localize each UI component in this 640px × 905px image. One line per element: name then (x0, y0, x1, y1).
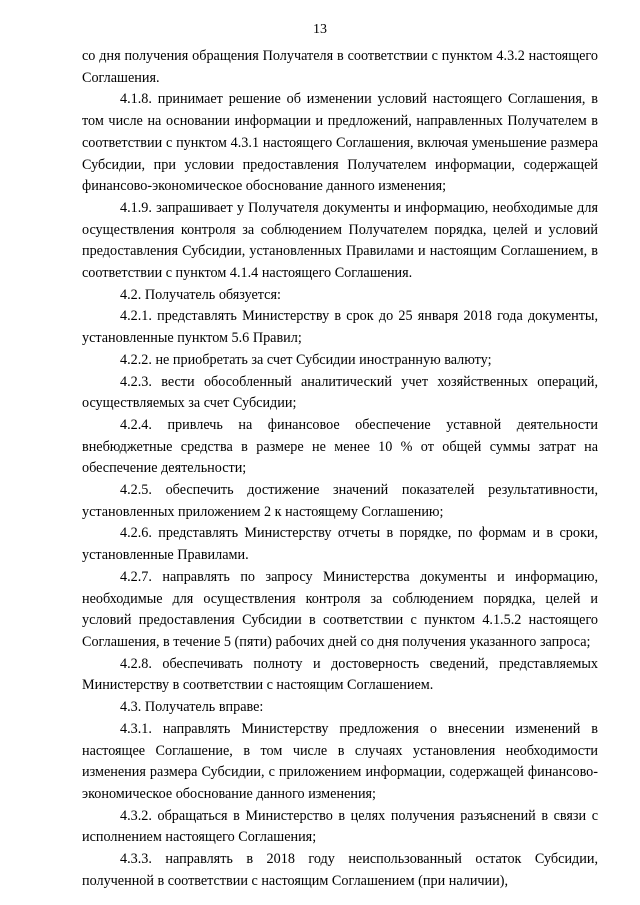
paragraph-4-2-8: 4.2.8. обеспечивать полноту и достоверность сведений, представляемых Министерству в соответствии с настоящим Соглашением. (82, 655, 598, 694)
paragraph-4-3-1: 4.3.1. направлять Министерству предложения о внесении изменений в настоящее Соглашение, в том числе в случаях установления необходимости изменения размера Субсидии, с приложением информации, содержащей финансово-экономическое обоснование данного изменения; (82, 720, 598, 802)
paragraph-4-2-3: 4.2.3. вести обособленный аналитический учет хозяйственных операций, осуществляемых за счет Субсидии; (82, 373, 598, 412)
paragraph-4-1-8: 4.1.8. принимает решение об изменении условий настоящего Соглашения, в том числе на основании информации и предложений, направленных Получателем в соответствии с пунктом 4.3.1 настоящего Соглашения, включая уменьшение размера Субсидии, при условии предоставления Получателем информации, содержащей финансово-экономическое обоснование данного изменения; (82, 91, 598, 195)
paragraph-4-3-2: 4.3.2. обращаться в Министерство в целях получения разъяснений в связи с исполнением настоящего Соглашения; (82, 807, 598, 846)
document-body (82, 46, 598, 892)
paragraph-4-2-1: 4.2.1. представлять Министерству в срок до 25 января 2018 года документы, установленные пунктом 5.6 Правил; (82, 308, 598, 347)
paragraph-4-2-7: 4.2.7. направлять по запросу Министерства документы и информацию, необходимые для осуществления контроля за соблюдением порядка, целей и условий предоставления Субсидии в соответствии с пунктом 4.1.5.2 настоящего Соглашения, в течение 5 (пяти) рабочих дней со дня получения указанного запроса; (82, 568, 598, 650)
paragraph-4-3-3: 4.3.3. направлять в 2018 году неиспользованный остаток Субсидии, полученной в соответствии с настоящим Соглашением (при наличии), (82, 851, 598, 889)
paragraph-4-2-2: 4.2.2. не приобретать за счет Субсидии иностранную валюту; (120, 351, 492, 368)
paragraph-continuation: со дня получения обращения Получателя в соответствии с пунктом 4.3.2 настоящего Соглашения. (82, 48, 598, 86)
paragraph-4-2-5: 4.2.5. обеспечить достижение значений показателей результативности, установленных приложением 2 к настоящему Соглашению; (82, 482, 598, 520)
paragraph-4-3-heading: 4.3. Получатель вправе: (120, 699, 264, 716)
paragraph-4-2-6: 4.2.6. представлять Министерству отчеты в порядке, по формам и в сроки, установленные Правилами. (82, 525, 598, 564)
paragraph-4-2-4: 4.2.4. привлечь на финансовое обеспечение уставной деятельности внебюджетные средства в размере не менее 10 % от общей суммы затрат на обеспечение деятельности; (82, 416, 598, 477)
paragraph-4-1-9: 4.1.9. запрашивает у Получателя документы и информацию, необходимые для осуществления контроля за соблюдением Получателем порядка, целей и условий предоставления Субсидии, установленных Правилами и настоящим Соглашением, в соответствии с пунктом 4.1.4 настоящего Соглашения. (82, 199, 598, 282)
paragraph-4-2-heading: 4.2. Получатель обязуется: (120, 286, 281, 303)
page-number: 13 (313, 22, 327, 37)
